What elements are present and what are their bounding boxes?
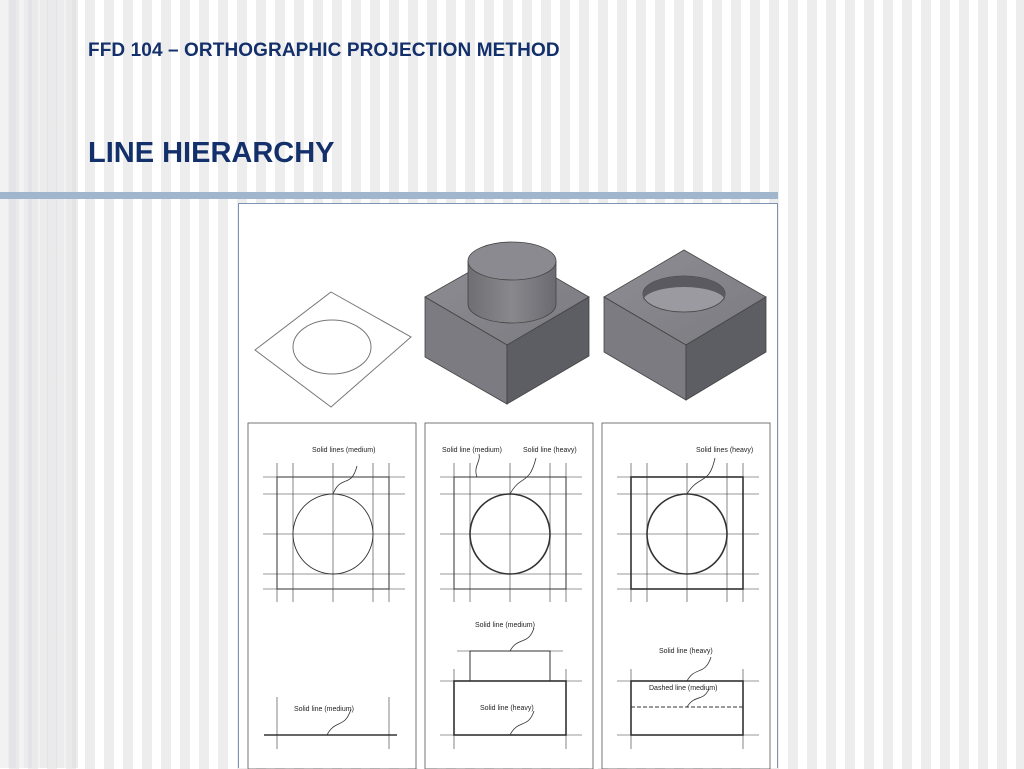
- panel-3-label-dashed: Dashed line (medium): [649, 685, 718, 692]
- panel-2-label-top-right: Solid line (heavy): [523, 447, 577, 454]
- isometric-plate: [255, 292, 411, 407]
- panel-1-label-top: Solid lines (medium): [312, 447, 376, 454]
- isometric-block-with-cylinder: [425, 242, 589, 404]
- panel-2-label-bottom-main: Solid line (heavy): [480, 705, 534, 712]
- panel-3-front-view: [617, 657, 759, 749]
- panel-1-front-view: [264, 697, 397, 749]
- panel-2-label-bottom-top: Solid line (medium): [475, 622, 535, 629]
- panel-3-frame: [602, 423, 770, 769]
- panel-1-label-bottom: Solid line (medium): [294, 706, 354, 713]
- panel-2-frame: [425, 423, 593, 769]
- panel-1-top-view: [263, 463, 405, 602]
- panel-2-label-top-left: Solid line (medium): [442, 447, 502, 454]
- slide-subtitle: FFD 104 – ORTHOGRAPHIC PROJECTION METHOD: [88, 40, 560, 61]
- panel-2-side-view: [457, 628, 563, 681]
- background-stripe: [0, 0, 78, 768]
- panel-1-frame: [248, 423, 416, 769]
- isometric-block-with-hole: [604, 250, 766, 400]
- panel-3-top-view: [617, 458, 759, 602]
- line-hierarchy-figure: [238, 203, 778, 768]
- panel-2-top-view: [440, 454, 582, 602]
- title-divider: [0, 192, 778, 199]
- panel-3-label-bottom-top: Solid line (heavy): [659, 648, 713, 655]
- slide-title: LINE HIERARCHY: [88, 137, 335, 169]
- panel-3-label-top: Solid lines (heavy): [696, 447, 754, 454]
